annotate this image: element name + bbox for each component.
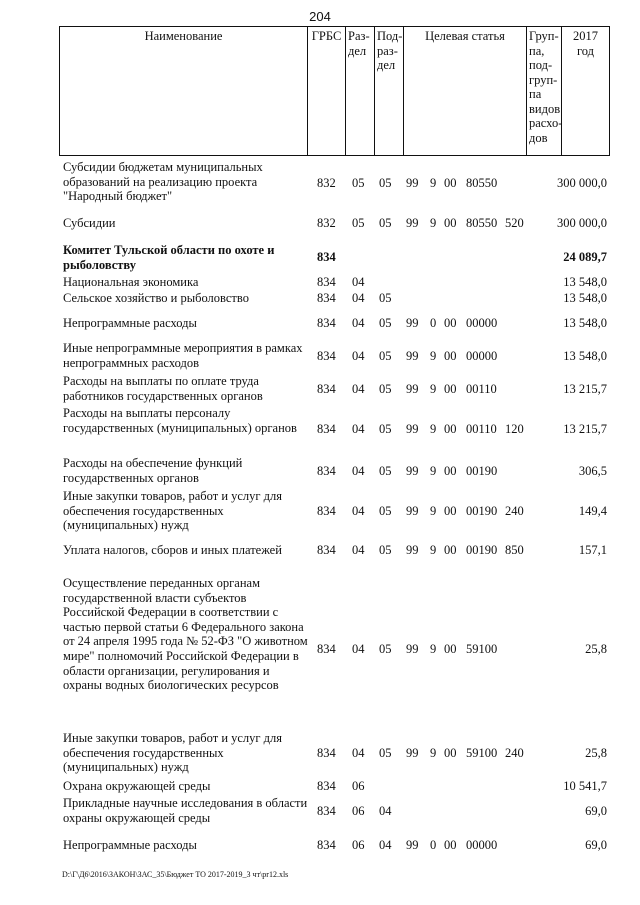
row-name: Комитет Тульской области по охоте и рыболовству (63, 243, 275, 272)
row-name: Расходы на обеспечение функций государственных органов (63, 456, 243, 485)
row-amount: 157,1 (578, 543, 607, 557)
row-expense-group: 240 (505, 504, 524, 518)
row-grbs: 832 (317, 216, 336, 230)
row-cs-direction: 00190 (466, 543, 498, 557)
row-cs-subprogram: 9 (430, 349, 437, 363)
row-cs-program: 99 (406, 838, 419, 852)
row-amount: 13 548,0 (563, 275, 607, 289)
row-expense-group: 120 (505, 422, 524, 436)
row-razdel: 04 (352, 543, 365, 557)
row-cs-main: 00 (444, 349, 457, 363)
row-cs-direction: 00110 (466, 382, 497, 396)
row-cs-direction: 00000 (466, 349, 498, 363)
row-podrazdel: 04 (379, 804, 392, 818)
row-grbs: 834 (317, 382, 336, 396)
row-cs-direction: 80550 (466, 216, 498, 230)
row-podrazdel: 05 (379, 216, 392, 230)
row-name: Субсидии (63, 216, 116, 230)
row-grbs: 834 (317, 291, 336, 305)
header-razdel: Раз- дел (346, 27, 375, 156)
row-razdel: 06 (352, 779, 365, 793)
row-amount: 10 541,7 (563, 779, 607, 793)
row-grbs: 834 (317, 316, 336, 330)
row-grbs: 834 (317, 275, 336, 289)
row-cs-direction: 00000 (466, 316, 498, 330)
row-grbs: 834 (317, 504, 336, 518)
row-cs-subprogram: 0 (430, 838, 437, 852)
row-cs-program: 99 (406, 216, 419, 230)
row-name: Иные закупки товаров, работ и услуг для обеспечения государственных (муниципальных) нужд (63, 489, 283, 533)
row-grbs: 834 (317, 464, 336, 478)
row-cs-subprogram: 9 (430, 642, 437, 656)
page-number: 204 (309, 9, 331, 24)
row-podrazdel: 05 (379, 382, 392, 396)
row-podrazdel: 05 (379, 291, 392, 305)
row-cs-subprogram: 9 (430, 382, 437, 396)
row-cs-direction: 00190 (466, 464, 498, 478)
row-cs-program: 99 (406, 543, 419, 557)
row-podrazdel: 05 (379, 746, 392, 760)
row-amount: 300 000,0 (557, 176, 607, 190)
row-cs-main: 00 (444, 422, 457, 436)
row-cs-subprogram: 9 (430, 746, 437, 760)
row-amount: 306,5 (578, 464, 607, 478)
row-cs-program: 99 (406, 504, 419, 518)
row-cs-program: 99 (406, 176, 419, 190)
header-podrazdel: Под- раз- дел (375, 27, 404, 156)
row-podrazdel: 05 (379, 464, 392, 478)
row-cs-main: 00 (444, 382, 457, 396)
row-amount: 13 548,0 (563, 316, 607, 330)
row-cs-main: 00 (444, 464, 457, 478)
row-amount: 149,4 (578, 504, 607, 518)
row-cs-program: 99 (406, 422, 419, 436)
row-podrazdel: 05 (379, 349, 392, 363)
row-expense-group: 240 (505, 746, 524, 760)
row-cs-subprogram: 9 (430, 216, 437, 230)
row-razdel: 04 (352, 642, 365, 656)
row-razdel: 04 (352, 349, 365, 363)
row-grbs: 834 (317, 349, 336, 363)
row-cs-main: 00 (444, 642, 457, 656)
row-cs-direction: 59100 (466, 642, 498, 656)
row-expense-group: 520 (505, 216, 524, 230)
row-amount: 13 215,7 (563, 422, 607, 436)
header-target-article: Целевая статья (404, 27, 527, 156)
row-cs-direction: 00000 (466, 838, 498, 852)
row-cs-main: 00 (444, 838, 457, 852)
row-cs-main: 00 (444, 176, 457, 190)
row-cs-direction: 59100 (466, 746, 498, 760)
row-name: Расходы на выплаты по оплате труда работников государственных органов (63, 374, 263, 403)
row-amount: 69,0 (585, 838, 607, 852)
row-razdel: 04 (352, 746, 365, 760)
header-grbs: ГРБС (308, 27, 346, 156)
row-cs-direction: 80550 (466, 176, 498, 190)
row-cs-main: 00 (444, 504, 457, 518)
row-amount: 69,0 (585, 804, 607, 818)
row-name: Иные закупки товаров, работ и услуг для обеспечения государственных (муниципальных) нужд (63, 731, 283, 775)
file-path-footer: D:\Г\Д6\2016\ЗАКОН\ЗАС_35\Бюджет ТО 2017-2019_3 чт\pr12.xls (62, 870, 289, 879)
row-podrazdel: 05 (379, 504, 392, 518)
row-razdel: 06 (352, 804, 365, 818)
row-amount: 13 215,7 (563, 382, 607, 396)
row-razdel: 05 (352, 216, 365, 230)
row-name: Иные непрограммные мероприятия в рамках непрограммных расходов (63, 341, 303, 370)
row-name: Уплата налогов, сборов и иных платежей (63, 543, 282, 557)
row-name: Осуществление переданных органам государственной власти субъектов Российской Федерации в соответствии с частью первой статьи 6 Федерального закона от 24 апреля 1995 года № 52-ФЗ "О животном мире" полномочий Российской Федерации в области организации, регулирования и охраны водных биологических ресурсов (63, 576, 308, 693)
row-podrazdel: 05 (379, 176, 392, 190)
row-grbs: 834 (317, 543, 336, 557)
row-cs-subprogram: 9 (430, 504, 437, 518)
row-amount: 24 089,7 (563, 250, 607, 264)
row-cs-program: 99 (406, 642, 419, 656)
row-cs-main: 00 (444, 543, 457, 557)
row-cs-main: 00 (444, 746, 457, 760)
row-cs-direction: 00110 (466, 422, 497, 436)
row-cs-program: 99 (406, 349, 419, 363)
row-razdel: 04 (352, 316, 365, 330)
row-expense-group: 850 (505, 543, 524, 557)
row-razdel: 04 (352, 422, 365, 436)
row-podrazdel: 05 (379, 422, 392, 436)
row-grbs: 834 (317, 250, 336, 264)
row-podrazdel: 04 (379, 838, 392, 852)
row-podrazdel: 05 (379, 642, 392, 656)
row-name: Сельское хозяйство и рыболовство (63, 291, 249, 305)
row-grbs: 834 (317, 838, 336, 852)
row-cs-direction: 00190 (466, 504, 498, 518)
row-name: Расходы на выплаты персоналу государственных (муниципальных) органов (63, 406, 297, 435)
row-razdel: 04 (352, 464, 365, 478)
row-cs-program: 99 (406, 464, 419, 478)
row-amount: 13 548,0 (563, 349, 607, 363)
row-razdel: 04 (352, 382, 365, 396)
row-cs-main: 00 (444, 316, 457, 330)
row-name: Национальная экономика (63, 275, 199, 289)
row-name: Субсидии бюджетам муниципальных образований на реализацию проекта "Народный бюджет" (63, 160, 263, 204)
header-name: Наименование (60, 27, 308, 156)
row-podrazdel: 05 (379, 543, 392, 557)
row-amount: 25,8 (585, 746, 607, 760)
row-grbs: 834 (317, 779, 336, 793)
row-razdel: 04 (352, 291, 365, 305)
row-razdel: 05 (352, 176, 365, 190)
row-grbs: 834 (317, 642, 336, 656)
header-year: 2017 год (562, 27, 610, 156)
row-cs-main: 00 (444, 216, 457, 230)
row-amount: 25,8 (585, 642, 607, 656)
row-grbs: 834 (317, 422, 336, 436)
row-cs-program: 99 (406, 746, 419, 760)
row-cs-program: 99 (406, 316, 419, 330)
row-podrazdel: 05 (379, 316, 392, 330)
row-cs-subprogram: 9 (430, 422, 437, 436)
row-amount: 300 000,0 (557, 216, 607, 230)
row-razdel: 06 (352, 838, 365, 852)
row-name: Непрограммные расходы (63, 838, 197, 852)
row-cs-subprogram: 0 (430, 316, 437, 330)
row-cs-subprogram: 9 (430, 464, 437, 478)
row-grbs: 832 (317, 176, 336, 190)
row-name: Непрограммные расходы (63, 316, 197, 330)
row-grbs: 834 (317, 804, 336, 818)
row-amount: 13 548,0 (563, 291, 607, 305)
row-razdel: 04 (352, 504, 365, 518)
header-expense-group: Груп- па, под- груп- па видов расхо- дов (527, 27, 562, 156)
row-name: Прикладные научные исследования в области охраны окружающей среды (63, 796, 308, 825)
row-cs-subprogram: 9 (430, 543, 437, 557)
row-grbs: 834 (317, 746, 336, 760)
row-cs-subprogram: 9 (430, 176, 437, 190)
row-name: Охрана окружающей среды (63, 779, 211, 793)
row-cs-program: 99 (406, 382, 419, 396)
row-razdel: 04 (352, 275, 365, 289)
